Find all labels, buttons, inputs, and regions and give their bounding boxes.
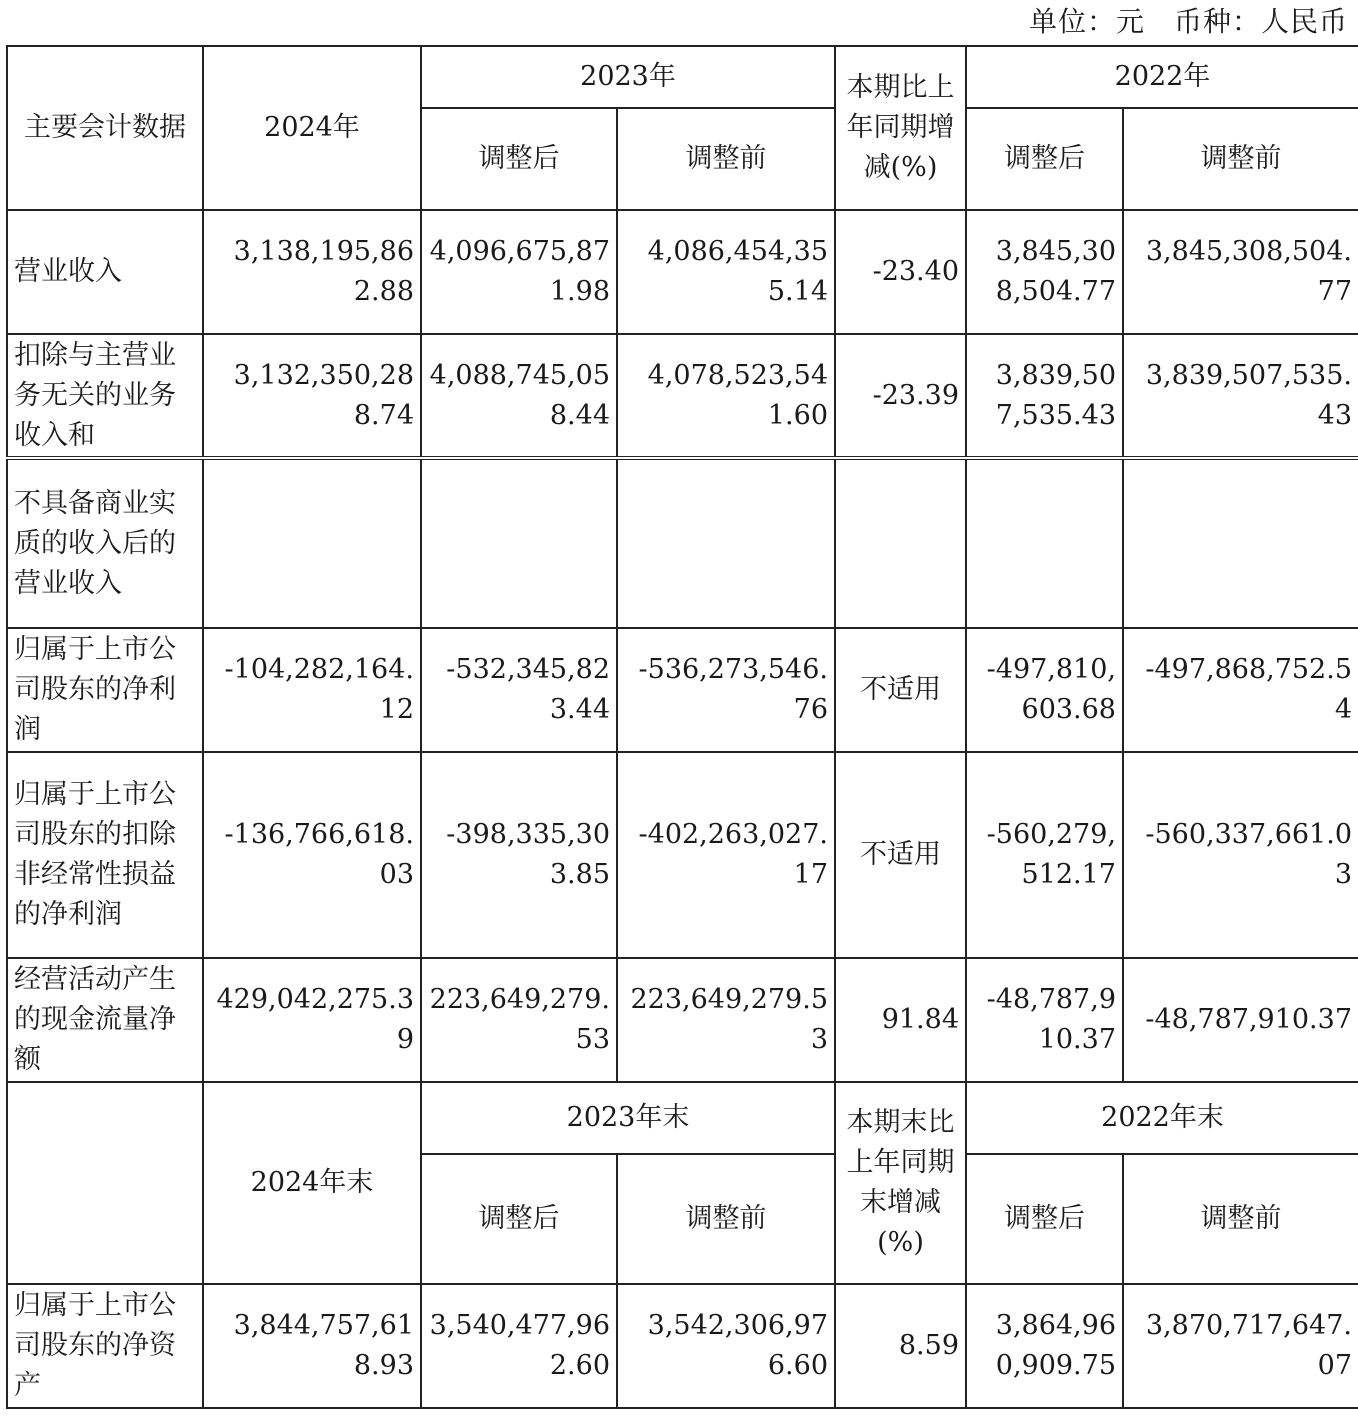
cell-change: 91.84 (835, 958, 966, 1082)
cell-2022-before (1123, 458, 1358, 628)
cell-change: 不适用 (835, 628, 966, 752)
table-row (7, 752, 1358, 958)
cell-2024: -136,766,618.03 (203, 752, 421, 958)
cell-change: 不适用 (835, 752, 966, 958)
header-row-years (7, 46, 1358, 108)
cell-2024: 429,042,275.39 (203, 958, 421, 1082)
cell-2022-after (966, 458, 1123, 628)
cell-2023-before: 4,086,454,355.14 (617, 210, 835, 334)
cell-2023-after: -532,345,823.44 (421, 628, 617, 752)
cell-2023-before: -402,263,027.17 (617, 752, 835, 958)
cell-2023-after: 4,088,745,058.44 (421, 334, 617, 458)
cell-2022-end-before: 3,870,717,647.07 (1123, 1284, 1358, 1408)
header-main-label: 主要会计数据 (7, 46, 203, 210)
header-change-pct: 本期比上年同期增减(%) (835, 46, 966, 210)
table-row (7, 1284, 1358, 1408)
cell-2022-before: 3,839,507,535.43 (1123, 334, 1358, 458)
cell-2023-end-before: 3,542,306,976.60 (617, 1284, 835, 1408)
cell-2024: 3,138,195,862.88 (203, 210, 421, 334)
cell-2022-before: -560,337,661.03 (1123, 752, 1358, 958)
cell-change-end: 8.59 (835, 1284, 966, 1408)
header-2022-adjusted-after: 调整后 (966, 108, 1123, 210)
header-empty (7, 1082, 203, 1284)
table-row (7, 958, 1358, 1082)
row-label: 营业收入 (7, 210, 203, 334)
header-2023-adjusted-before: 调整前 (617, 108, 835, 210)
cell-2022-before: 3,845,308,504.77 (1123, 210, 1358, 334)
header-2024: 2024年 (203, 46, 421, 210)
cell-2023-after: -398,335,303.85 (421, 752, 617, 958)
cell-2024 (203, 458, 421, 628)
cell-2022-after: -497,810,603.68 (966, 628, 1123, 752)
row-label: 扣除与主营业务无关的业务收入和 (7, 334, 203, 458)
row-label: 归属于上市公司股东的净利润 (7, 628, 203, 752)
unit-currency-note: 单位：元 币种：人民币 (1028, 5, 1348, 38)
header-2022-end-adjusted-after: 调整后 (966, 1154, 1123, 1284)
table-row (7, 628, 1358, 752)
header-2022-end-adjusted-before: 调整前 (1123, 1154, 1358, 1284)
cell-2024-end: 3,844,757,618.93 (203, 1284, 421, 1408)
cell-2022-before: -497,868,752.54 (1123, 628, 1358, 752)
table-row (7, 210, 1358, 334)
cell-2023-before: -536,273,546.76 (617, 628, 835, 752)
cell-2022-before: -48,787,910.37 (1123, 958, 1358, 1082)
table-row (7, 458, 1358, 628)
cell-2023-after (421, 458, 617, 628)
cell-2022-after: -48,787,910.37 (966, 958, 1123, 1082)
cell-2022-after: 3,845,308,504.77 (966, 210, 1123, 334)
cell-2022-end-after: 3,864,960,909.75 (966, 1284, 1123, 1408)
cell-2023-before (617, 458, 835, 628)
row-label: 经营活动产生的现金流量净额 (7, 958, 203, 1082)
cell-2023-after: 4,096,675,871.98 (421, 210, 617, 334)
cell-change: -23.39 (835, 334, 966, 458)
row-label: 不具备商业实质的收入后的营业收入 (7, 458, 203, 628)
header-2023-end-adjusted-before: 调整前 (617, 1154, 835, 1284)
header-row-years-end (7, 1082, 1358, 1154)
key-accounting-data-table (6, 45, 1358, 1409)
header-2022: 2022年 (966, 46, 1358, 108)
header-2024-end: 2024年末 (203, 1082, 421, 1284)
header-2023-adjusted-after: 调整后 (421, 108, 617, 210)
cell-2024: -104,282,164.12 (203, 628, 421, 752)
header-change-end-pct: 本期末比上年同期末增减(%) (835, 1082, 966, 1284)
header-2022-end: 2022年末 (966, 1082, 1358, 1154)
table-row (7, 334, 1358, 458)
header-2022-adjusted-before: 调整前 (1123, 108, 1358, 210)
cell-2022-after: 3,839,507,535.43 (966, 334, 1123, 458)
header-2023-end-adjusted-after: 调整后 (421, 1154, 617, 1284)
header-2023: 2023年 (421, 46, 835, 108)
cell-2024: 3,132,350,288.74 (203, 334, 421, 458)
header-2023-end: 2023年末 (421, 1082, 835, 1154)
row-label: 归属于上市公司股东的扣除非经常性损益的净利润 (7, 752, 203, 958)
cell-2023-after: 223,649,279.53 (421, 958, 617, 1082)
cell-change (835, 458, 966, 628)
cell-change: -23.40 (835, 210, 966, 334)
cell-2022-after: -560,279,512.17 (966, 752, 1123, 958)
cell-2023-before: 4,078,523,541.60 (617, 334, 835, 458)
row-label: 归属于上市公司股东的净资产 (7, 1284, 203, 1408)
cell-2023-end-after: 3,540,477,962.60 (421, 1284, 617, 1408)
cell-2023-before: 223,649,279.53 (617, 958, 835, 1082)
